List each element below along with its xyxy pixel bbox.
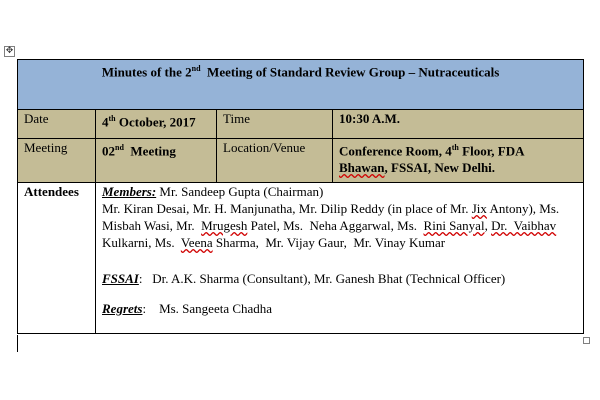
table-resize-handle-icon[interactable] [583,337,590,344]
table-move-handle-icon[interactable]: ✥ [5,46,14,56]
time-label[interactable]: Time [217,110,333,139]
fssai-line: FSSAI: Dr. A.K. Sharma (Consultant), Mr. Ganesh Bhat (Technical Officer) [102,271,506,286]
meeting-row [18,139,584,183]
location-label[interactable]: Location/Venue [217,139,333,183]
location-value[interactable]: Conference Room, 4th Floor, FDA Bhawan, FSSAI, New Delhi. [333,139,584,183]
table-stub-line [17,335,18,352]
members-list: Mr. Kiran Desai, Mr. H. Manjunatha, Mr. Dilip Reddy (in place of Mr. Jix Antony), Ms. Misbah Wasi, Mr. Mrugesh Patel, Ms. Neha Aggarwal, Ms. Rini Sanyal, Dr. Vaibhav Kulkarni, Ms. Veena Sharma, Mr. Vijay Gaur, Mr. Vinay Kumar [102,201,560,250]
regrets-line: Regrets: Ms. Sangeeta Chadha [102,301,273,316]
date-value[interactable]: 4th October, 2017 [96,110,217,139]
attendees-label[interactable]: Attendees [18,183,96,334]
time-value[interactable]: 10:30 A.M. [333,110,584,139]
members-line: Members: Mr. Sandeep Gupta (Chairman) [102,184,324,199]
meeting-label[interactable]: Meeting [18,139,96,183]
document-title[interactable]: Minutes of the 2nd Meeting of Standard Review Group – Nutraceuticals [18,60,584,110]
minutes-table [17,59,584,334]
date-row [18,110,584,139]
meeting-value[interactable]: 02nd Meeting [96,139,217,183]
attendees-row [18,183,584,334]
attendees-cell[interactable] [96,183,584,334]
date-label[interactable]: Date [18,110,96,139]
title-row [18,60,584,110]
